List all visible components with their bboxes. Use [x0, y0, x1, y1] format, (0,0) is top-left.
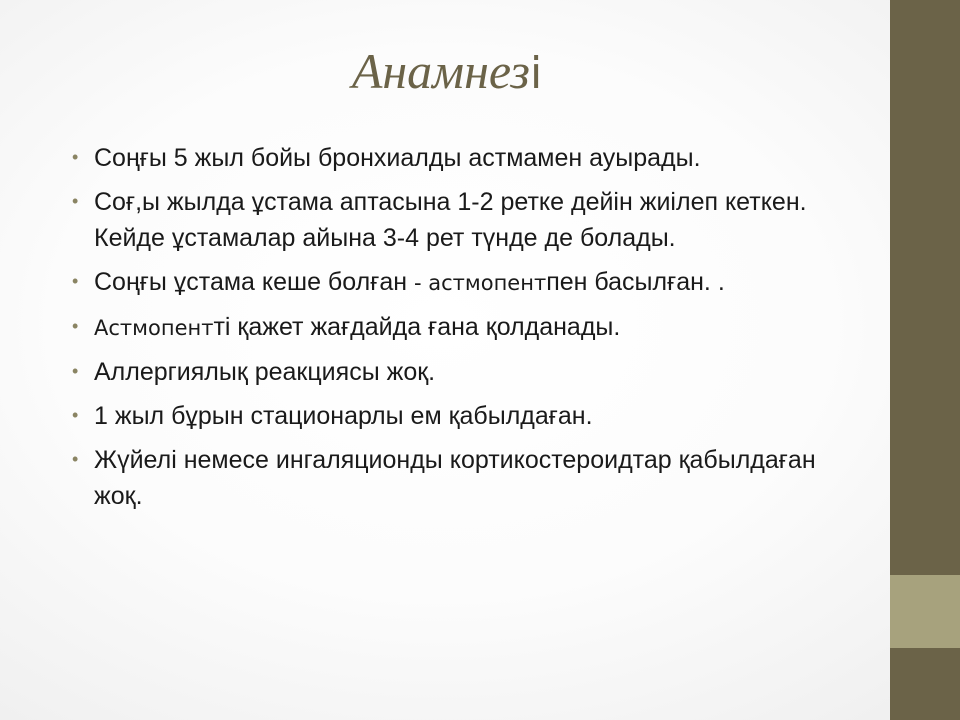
- bullet-dot-icon: •: [72, 449, 79, 469]
- bullet-item: [70, 442, 850, 514]
- slide-title-suffix: і: [529, 48, 543, 99]
- bullet-item: [70, 140, 850, 176]
- bullet-text: Аллергиялық реакциясы жоқ.: [94, 358, 436, 386]
- slide-title-italic: Анамнез: [351, 43, 530, 99]
- bullet-text: ті қажет жағдайда ғана қолданады.: [213, 313, 621, 341]
- bullet-item: [70, 184, 850, 256]
- bullet-item: [70, 354, 850, 390]
- bullet-text: Соңғы ұстама кеше болған: [94, 268, 414, 296]
- bullet-dot-icon: •: [72, 361, 79, 381]
- bullet-dot-icon: •: [72, 405, 79, 425]
- bullet-list: [70, 140, 850, 514]
- bullet-item: [70, 398, 850, 434]
- bullet-dot-icon: •: [72, 191, 79, 211]
- bullet-item: [70, 264, 850, 301]
- bullet-text: 1 жыл бұрын стационарлы ем қабылдаған.: [94, 402, 593, 430]
- slide-title: [0, 42, 894, 100]
- bullet-dot-icon: •: [72, 147, 79, 167]
- side-accent: [890, 575, 960, 648]
- bullet-text-alt-font: - астмопент: [413, 271, 547, 295]
- bullet-text-alt-font: Астмопент: [94, 316, 214, 340]
- bullet-dot-icon: •: [72, 316, 79, 336]
- bullet-text: Соңғы 5 жыл бойы бронхиалды астмамен ауырады.: [94, 144, 701, 172]
- bullet-text: Жүйелі немесе ингаляционды кортикостероидтар қабылдаған жоқ.: [94, 446, 816, 510]
- bullet-text: пен басылған. .: [546, 268, 725, 296]
- bullet-text: Соғ,ы жылда ұстама аптасына 1-2 ретке дейін жиілеп кеткен. Кейде ұстамалар айына 3-4 рет түнде де болады.: [94, 188, 807, 252]
- bullet-item: [70, 309, 850, 346]
- bullet-dot-icon: •: [72, 271, 79, 291]
